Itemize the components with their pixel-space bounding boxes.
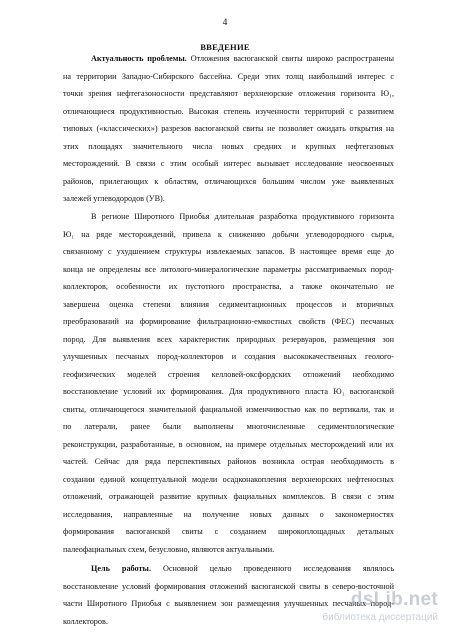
text-line: преобразований на формирование фильтрационно-емкостных свойств (ФЕС) песчаных [63, 317, 394, 326]
paragraph-region [63, 208, 394, 558]
text-line: типовых («классических») разрезов васюганской свиты не позволяет ожидать открытия на [63, 124, 394, 133]
paragraph-first-line [63, 560, 394, 578]
section-heading: ВВЕДЕНИЕ [200, 42, 250, 52]
text-line: восстановление условий формирования отложений васюганской свиты в северо-восточной [63, 581, 394, 591]
text-line: связанному с ухудшением структуры извлекаемых запасов. В настоящее время еще до [63, 247, 394, 256]
text-line: коллекторов, особенности их пустотного пространства, а также окончательно не [63, 282, 394, 291]
paragraph-text: Отложения васюганской свиты широко распространены [186, 54, 394, 63]
watermark-logo: dsLib.net [350, 589, 438, 610]
page-number: 4 [222, 18, 228, 28]
text-line: отличающиеся продуктивностью. Высокая степень изученности территорий с развитием [63, 106, 394, 116]
text-line: формирования васюганской свиты с созданием широкоплощадных детальных [63, 527, 394, 536]
text-line: В регионе Широтного Приобья длительная разработка продуктивного горизонта [91, 212, 394, 221]
text-line: исследования, направленные на получение новых данных о закономерностях [63, 509, 394, 519]
text-line: районов, прилегающих к областям, отличающихся большим числом уже выявленных [63, 176, 394, 186]
text-line: реконструкции, разработанные, в основном, на примере отдельных месторождений или их [63, 439, 394, 449]
text-line: завершена оценка степени влияния седиментационных процессов и вторичных [63, 299, 394, 309]
text-line: коллекторов. [63, 616, 108, 626]
text-line: восстановление условий их формирования. Для продуктивного пласта Ю₁ васюганской [63, 387, 394, 396]
text-line: точки зрения нефтегазоносности представляют верхнеюрские отложения горизонта Ю₁, [63, 89, 394, 98]
text-line: частей. Сейчас для ряда перспективных районов возникла острая необходимость в [63, 457, 394, 466]
text-line: улучшенных песчаных пород-коллекторов и создания высококачественных геолого- [63, 352, 394, 361]
paragraph-text: Основной целью проведенного исследования являлось [151, 564, 394, 573]
paragraph-title: Актуальность проблемы. [91, 54, 187, 63]
paragraph-title: Цель работы. [91, 564, 151, 573]
site-watermark [306, 589, 438, 629]
text-line: месторождений. В связи с этим особый интерес вызывает исследование неосвоенных [63, 159, 394, 168]
text-line: создании единой концептуальной модели осадконакопления верхнеюрских нефтеносных [63, 474, 394, 484]
text-line: части Широтного Приобья с выявлением зон размещения улучшенных песчаных пород- [63, 599, 394, 608]
text-line: залежей углеводородов (УВ). [63, 194, 165, 203]
paragraph-first-line [63, 50, 394, 68]
text-line: этих площадях значительного числа новых средних и крупных нефтегазовых [63, 141, 394, 151]
text-line: Ю₁ на ряде месторождений, привела к снижению добычи углеводородного сырья, [63, 229, 394, 239]
text-line: по латерали, ранее были выполнены многочисленные седиментологические [63, 422, 394, 431]
paragraph-relevance [63, 50, 394, 208]
text-line: на территории Западно-Сибирского бассейна. Среди этих толщ наибольший интерес с [63, 71, 394, 81]
text-line: отложений, отражающей развитие крупных фациальных комплексов. В связи с этим [63, 492, 394, 501]
text-line: палеофациальных схем, безусловно, являются актуальными. [63, 544, 275, 554]
watermark-caption: библиотека диссертаций [322, 612, 438, 623]
text-line: пород. Для выявления всех характеристик природных резервуаров, размещения зон [63, 334, 394, 344]
text-line: конца не определены все литолого-минералогические параметры рассматриваемых пород- [63, 264, 394, 274]
text-line: свиты, отличающегося значительной фациальной изменчивостью как по вертикали, так и [63, 404, 394, 414]
text-line: геофизических моделей строения келловей-оксфордских отложений необходимо [63, 369, 394, 379]
